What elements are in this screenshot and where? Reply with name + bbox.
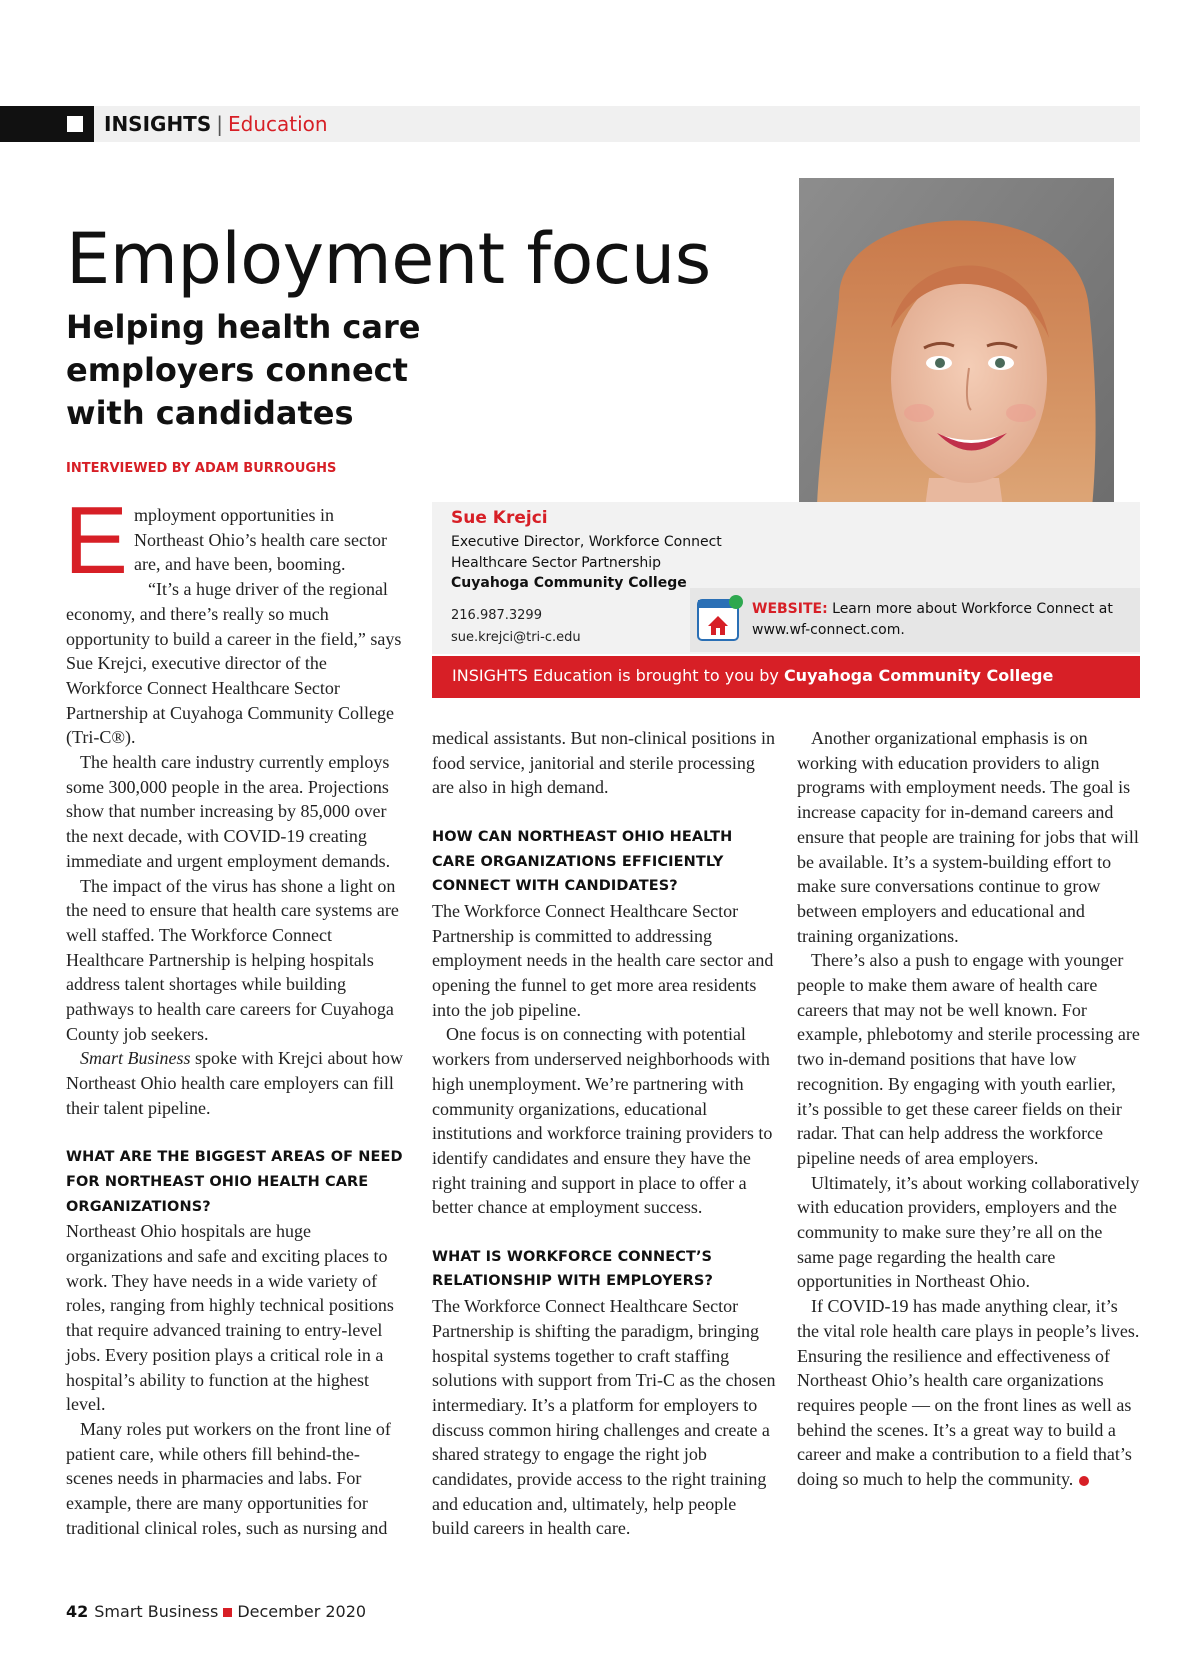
footer-publication: Smart Business <box>94 1602 219 1621</box>
paragraph: There’s also a push to engage with younger people to make them aware of health care careers that may not be well known. For example, phlebotomy and sterile processing are two in-demand positions that have low recognition. By engaging with youth earlier, it’s possible to get these career fields on their radar. That can help address the workforce pipeline needs of area employers. <box>797 950 1140 1168</box>
question-heading: WHAT ARE THE BIGGEST AREAS OF NEED FOR NORTHEAST OHIO HEALTH CARE ORGANIZATIONS? <box>66 1149 403 1215</box>
contact-org: Cuyahoga Community College <box>451 575 687 591</box>
header-square-icon <box>67 116 83 132</box>
paragraph: Another organizational emphasis is on working with education providers to align programs with employment needs. The goal is increase capacity for in-demand careers and ensure that people are training for jobs that will be available. It’s a system-building effort to make sure conversations continue to grow between employers and educational and training organizations. <box>797 728 1139 946</box>
page-number: 42 <box>66 1602 89 1621</box>
footer-date: December 2020 <box>237 1602 367 1621</box>
header-separator: | <box>216 112 223 136</box>
header-section: Education <box>227 112 328 136</box>
drop-cap: E <box>64 487 129 594</box>
question-heading: HOW CAN NORTHEAST OHIO HEALTH CARE ORGANIZATIONS EFFICIENTLY CONNECT WITH CANDIDATES? <box>432 828 733 895</box>
paragraph: The impact of the virus has shone a light on the need to ensure that health care systems are well staffed. The Workforce Connect Healthcare Partnership is helping hospitals address talent shortages while building pathways to health care careers for Cuyahoga County job seekers. <box>66 875 399 1044</box>
contact-email[interactable]: sue.krejci@tri-c.edu <box>451 630 581 645</box>
website-icon <box>696 594 744 644</box>
sponsor-text <box>452 666 1053 685</box>
footer-square-icon <box>223 1608 232 1617</box>
website-label: WEBSITE: <box>752 601 828 617</box>
paragraph: Ultimately, it’s about working collaboratively with education providers, employers and the community to make sure they’re all on the same page regarding the health care opportunities in Northeast Ohio. <box>797 1172 1140 1292</box>
paragraph <box>66 1046 406 1120</box>
paragraph: medical assistants. But non-clinical positions in food service, janitorial and sterile processing are also in high demand. <box>432 728 775 798</box>
paragraph-text: spoke with Krejci about how Northeast Ohio health care employers can fill their talent pipeline. <box>66 1048 403 1118</box>
website-text <box>752 599 1132 641</box>
header-label <box>104 111 328 137</box>
paragraph: “It’s a huge driver of the regional economy, and there’s really so much opportunity to build a career in the field,” says Sue Krejci, executive director of the Workforce Connect Healthcare Sector Partnership at Cuyahoga Community College (Tri-C®). <box>66 579 402 748</box>
article-subtitle: Helping health care employers connect with candidates <box>66 308 421 432</box>
paragraph: Northeast Ohio hospitals are huge organizations and safe and exciting places to work. They have needs in a wide variety of roles, ranging from highly technical positions that require advanced training to entry-level jobs. Every position plays a critical role in a hospital’s ability to function at the highest level. <box>66 1221 394 1415</box>
column-3 <box>797 726 1141 1492</box>
page-footer <box>66 1602 366 1621</box>
contact-name: Sue Krejci <box>451 508 548 528</box>
paragraph-intro <box>64 487 406 594</box>
header-kicker: INSIGHTS <box>104 112 212 136</box>
contact-phone: 216.987.3299 <box>451 608 542 623</box>
publication-italic: Smart Business <box>80 1048 191 1069</box>
paragraph <box>797 1294 1141 1492</box>
question-heading: WHAT IS WORKFORCE CONNECT’S RELATIONSHIP WITH EMPLOYERS? <box>432 1248 713 1290</box>
sponsor-name: Cuyahoga Community College <box>783 666 1054 685</box>
paragraph-text: If COVID-19 has made anything clear, it’s the vital role health care plays in people’s lives. Ensuring the resilience and effectiveness of Northeast Ohio’s health care organizations requires people — on the front lines as well as behind the scenes. It’s a great way to build a career and make a contribution to a field that’s doing so much to help the community. <box>797 1296 1140 1490</box>
sponsor-prefix: INSIGHTS Education is brought to you by <box>452 666 779 685</box>
website-description[interactable]: Learn more about Workforce Connect at www.wf-connect.com. <box>752 601 1113 638</box>
column-2 <box>432 726 776 1541</box>
column-1 <box>64 487 406 1541</box>
end-mark-icon <box>1079 1476 1089 1486</box>
contact-title: Executive Director, Workforce Connect Healthcare Sector Partnership <box>451 534 722 571</box>
article-title: Employment focus <box>66 218 711 300</box>
article-byline: INTERVIEWED BY ADAM BURROUGHS <box>66 461 337 476</box>
paragraph-text: mployment opportunities in Northeast Ohio’s health care sector are, and have been, booming. <box>134 505 387 575</box>
paragraph: The Workforce Connect Healthcare Sector Partnership is committed to addressing employment needs in the health care sector and opening the funnel to get more area residents into the job pipeline. <box>432 900 774 1020</box>
paragraph: The health care industry currently employs some 300,000 people in the area. Projections show that number increasing by 85,000 over the next decade, with COVID-19 creating immediate and urgent employment demands. <box>66 752 391 871</box>
paragraph: One focus is on connecting with potential workers from underserved neighborhoods with high unemployment. We’re partnering with community organizations, educational institutions and workforce training providers to identify candidates and ensure they have the right training and support in place to offer a better chance at employment success. <box>432 1024 773 1218</box>
paragraph: The Workforce Connect Healthcare Sector Partnership is shifting the paradigm, bringing hospital systems together to craft staffing solutions with support from Tri-C as the chosen intermediary. It’s a platform for employers to discuss common hiring challenges and create a shared strategy to engage the right job candidates, provide access to the right training and education and, ultimately, help people build careers in health care. <box>432 1296 776 1539</box>
paragraph: Many roles put workers on the front line of patient care, while others fill behind-the-scenes needs in pharmacies and labs. For example, there are many opportunities for traditional clinical roles, such as nursing and <box>66 1419 391 1538</box>
